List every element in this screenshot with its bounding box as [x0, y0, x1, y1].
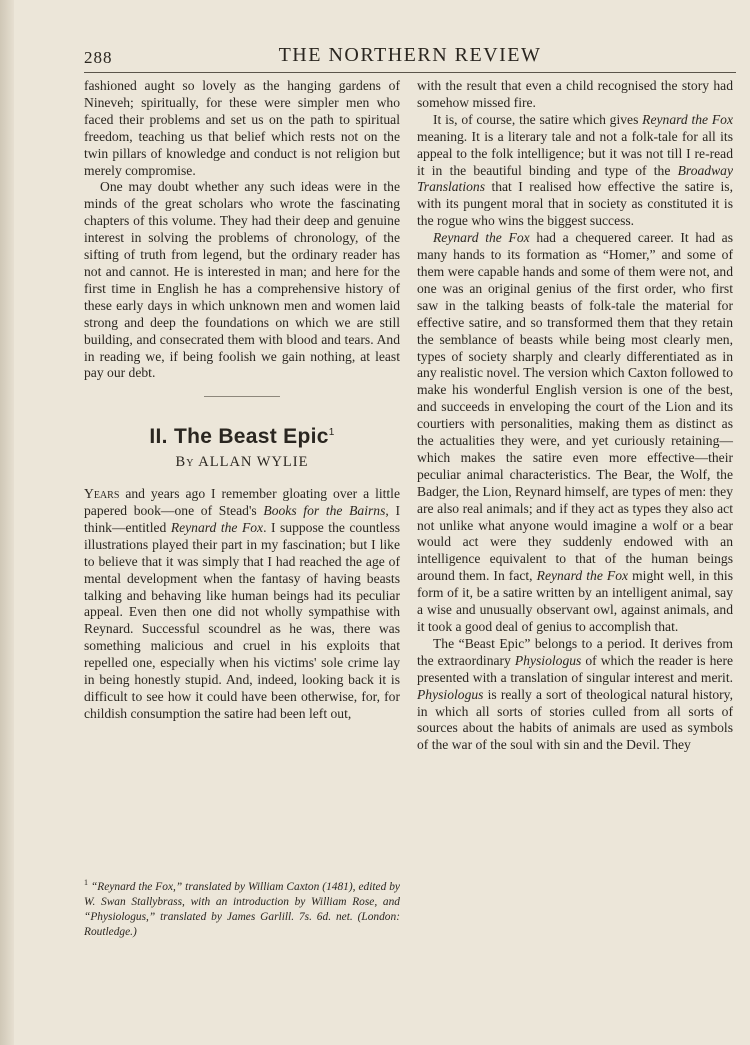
page-number: 288	[84, 48, 113, 67]
paragraph	[417, 636, 733, 754]
text-run: of which the reader is here presented with a translation of singular interest and merit.	[417, 652, 734, 685]
text-run: and years ago I remember gloating over a little papered book—one of Stead's	[84, 486, 400, 519]
byline-author: ALLAN WYLIE	[198, 454, 309, 471]
text-run: It is, of course, the satire which gives	[433, 111, 643, 127]
article-title-text: II. The Beast Epic	[149, 425, 329, 449]
italic-title: Reynard the Fox	[536, 568, 629, 584]
italic-title: Reynard the Fox	[433, 230, 530, 246]
text-run: meaning. It is a literary tale and not a folk-tale for all its appeal to the folk intelligence; but it was not till I re-read it in the beautiful binding and type of the	[417, 128, 733, 178]
text-run: had a chequered career. It had as many hands to its formation as “Homer,” and some of them were capable hands and some of them were not, and one was an original genius of the first order, who first saw in the talking beasts of folk-tale the material for effective satire, and so transformed them that they retain the semblance of beasts while being most clearly men, types of society sharply and clearly differentiated as in any realistic novel. The version which Caxton followed to make his wonderful English version is one of the best, and succeeds in enveloping the court of the Lion and its courtiers with personalities, making them as distinct as the actualities they were, and yet curiously retaining—which makes the satire even more effective—their peculiar animal characteristics. The Bear, the Wolf, the Badger, the Lion, Reynard himself, are types of men: they are also real animals; and if they act as types they also act not unlike what anyone would imagine a wolf or a bear would act were they suddenly endowed with an intelligence equivalent to that of the human beings around them. In fact,	[417, 230, 734, 584]
book-spine-shadow	[0, 0, 14, 1045]
footnote	[84, 875, 400, 940]
text-run: is really a sort of theological natural history, in which all sorts of stories culled from all sorts of sources about the habits of animals are used as symbols of the war of the soul with sin and the Devil. They	[417, 686, 733, 753]
italic-title: Reynard the Fox	[642, 111, 733, 127]
paragraph	[417, 112, 733, 230]
left-column	[84, 78, 400, 723]
paragraph	[417, 230, 733, 636]
italic-title: Books for the Bairns	[263, 503, 386, 519]
italic-title: Reynard the Fox	[170, 519, 264, 535]
italic-title: Physiologus	[514, 652, 582, 668]
italic-title: Broadway Translations	[417, 162, 733, 195]
footnote-mark: 1	[84, 878, 88, 887]
paragraph: with the result that even a child recognised the story had somehow missed fire.	[417, 78, 733, 110]
footnote-reference: 1	[328, 427, 335, 439]
paragraph: fashioned aught so lovely as the hanging gardens of Nineveh; spiritually, for these were simpler men who faced their problems and set us on the path to spiritual freedom, teaching us that belief which rests not on the twin pillars of knowledge and conduct is not religion but merely compromise.	[84, 78, 400, 178]
italic-title: Physiologus	[417, 686, 484, 702]
paragraph: One may doubt whether any such ideas were in the minds of the great scholars who wrote the fascinating chapters of this volume. They had their deep and genuine interest in solving the problems of chronology, of the sifting of truth from legend, but the ordinary reader has not and cannot. He is interested in man; and here for the first time in English he has a comprehensive history of these early days in which unknown men and women laid strong and deep the foundations on which we are still building, and consecrated them with blood and tears. And in reading we, if being foolish we gain nothing, at least pay our debt.	[84, 179, 400, 381]
byline	[84, 454, 400, 471]
right-column	[417, 78, 733, 754]
running-header	[84, 44, 736, 72]
footnote-text: “Reynard the Fox,” translated by William Caxton (1481), edited by W. Swan Stallybrass, with an introduction by William Rose, and “Physiologus,” translated by James Garlill. 7s. 6d. net. (London: Routledge.)	[84, 880, 400, 938]
opening-word: Years	[84, 486, 120, 502]
text-run: The “Beast Epic” belongs to a period. It derives from the extraordinary	[417, 635, 733, 668]
text-run: might well, in this form of it, be a satire written by an intelligent animal, say a wise and unusually observant owl, against animals, and it took a good deal of genius to accomplish that.	[417, 568, 733, 634]
article-title	[84, 425, 400, 449]
text-run: . I suppose the countless illustrations played their part in my fascination; but I like to believe that it was simply that I had reached the age of mental development when the fantasy of having beasts talking and behaving like human beings had its peculiar appeal. Even then one did not wholly sympathise with Reynard. Successful scoundrel as he was, there was something malicious and cruel in his exploits that repelled one, especially when his victims' sole crime lay in being honestly stupid. And, indeed, looking back it is difficult to see how it could have been otherwise, for, for childish consumption the satire had been left out,	[84, 519, 400, 721]
section-divider	[204, 396, 280, 397]
paragraph	[84, 486, 400, 723]
header-rule	[84, 72, 736, 73]
byline-by: By	[175, 454, 195, 471]
text-run: , I think—entitled	[84, 503, 400, 535]
text-run: that I realised how effective the satire is, with its pungent moral that in society as constituted it is the rogue who wins the biggest success.	[417, 179, 733, 229]
running-title: THE NORTHERN REVIEW	[278, 44, 542, 66]
